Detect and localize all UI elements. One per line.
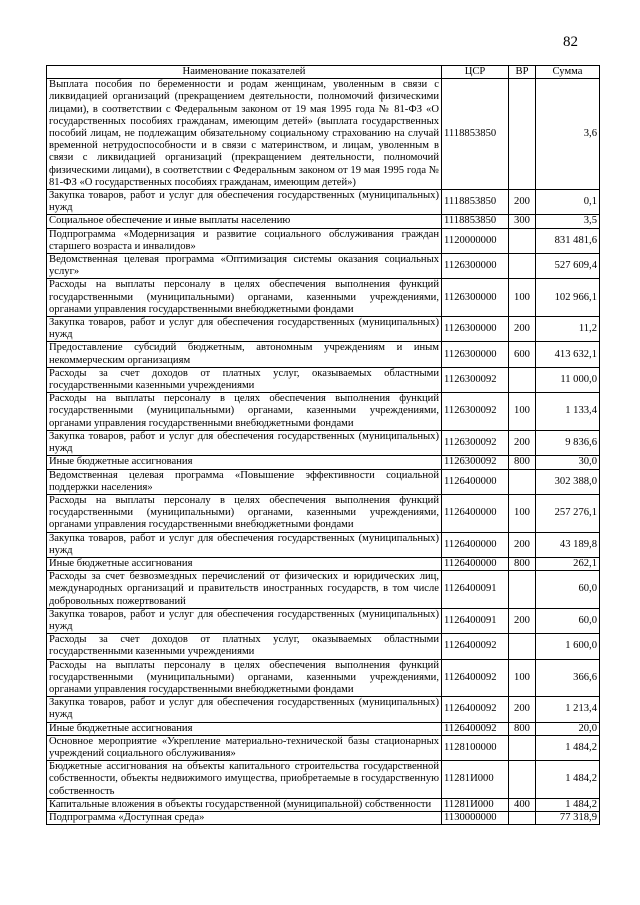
table-row — [47, 798, 600, 811]
cell-csr: 11281И000 — [442, 761, 509, 799]
cell-sum: 527 609,4 — [536, 254, 600, 279]
cell-sum: 30,0 — [536, 456, 600, 469]
table-row — [47, 571, 600, 609]
budget-table — [46, 65, 600, 825]
cell-sum: 0,1 — [536, 190, 600, 215]
cell-sum: 102 966,1 — [536, 279, 600, 317]
table-row — [47, 761, 600, 799]
cell-vr: 100 — [509, 659, 536, 697]
cell-csr: 1126400092 — [442, 634, 509, 659]
cell-csr: 1126300092 — [442, 430, 509, 455]
cell-vr — [509, 254, 536, 279]
cell-name: Закупка товаров, работ и услуг для обеспечения государственных (муниципальных) нужд — [47, 532, 442, 557]
header-name: Наименование показателей — [47, 66, 442, 79]
header-sum: Сумма — [536, 66, 600, 79]
table-row — [47, 430, 600, 455]
table-row — [47, 557, 600, 570]
cell-csr: 1126400000 — [442, 557, 509, 570]
table-row — [47, 190, 600, 215]
cell-vr — [509, 367, 536, 392]
cell-name: Закупка товаров, работ и услуг для обеспечения государственных (муниципальных) нужд — [47, 608, 442, 633]
cell-sum: 262,1 — [536, 557, 600, 570]
cell-name: Расходы на выплаты персоналу в целях обеспечения выполнения функций государственными (муниципальными) органами, казенными учреждениями, органами управления государственными внебюджетными фондами — [47, 494, 442, 532]
cell-sum: 1 484,2 — [536, 798, 600, 811]
cell-sum: 77 318,9 — [536, 811, 600, 824]
cell-sum: 1 213,4 — [536, 697, 600, 722]
cell-csr: 1126300092 — [442, 456, 509, 469]
cell-vr: 800 — [509, 456, 536, 469]
cell-vr — [509, 228, 536, 253]
cell-name: Ведомственная целевая программа «Оптимизация системы оказания социальных услуг» — [47, 254, 442, 279]
cell-name: Закупка товаров, работ и услуг для обеспечения государственных (муниципальных) нужд — [47, 430, 442, 455]
cell-vr — [509, 761, 536, 799]
table-row — [47, 811, 600, 824]
table-row — [47, 469, 600, 494]
table-row — [47, 722, 600, 735]
cell-vr: 200 — [509, 190, 536, 215]
table-row — [47, 494, 600, 532]
cell-sum: 3,6 — [536, 79, 600, 190]
cell-sum: 60,0 — [536, 608, 600, 633]
cell-vr: 200 — [509, 608, 536, 633]
table-row — [47, 697, 600, 722]
cell-vr: 100 — [509, 279, 536, 317]
cell-csr: 1126400092 — [442, 722, 509, 735]
cell-sum: 1 484,2 — [536, 735, 600, 760]
cell-sum: 257 276,1 — [536, 494, 600, 532]
header-csr: ЦСР — [442, 66, 509, 79]
cell-vr: 200 — [509, 430, 536, 455]
cell-name: Иные бюджетные ассигнования — [47, 722, 442, 735]
page-number: 82 — [563, 34, 578, 50]
cell-sum: 366,6 — [536, 659, 600, 697]
cell-name: Предоставление субсидий бюджетным, автономным учреждениям и иным некоммерческим организациям — [47, 342, 442, 367]
table-row — [47, 254, 600, 279]
table-row — [47, 367, 600, 392]
cell-name: Расходы за счет доходов от платных услуг, оказываемых областными государственными казенными учреждениями — [47, 634, 442, 659]
cell-name: Расходы на выплаты персоналу в целях обеспечения выполнения функций государственными (муниципальными) органами, казенными учреждениями, органами управления государственными внебюджетными фондами — [47, 279, 442, 317]
table-row — [47, 456, 600, 469]
cell-vr — [509, 634, 536, 659]
cell-csr: 1128100000 — [442, 735, 509, 760]
cell-name: Расходы на выплаты персоналу в целях обеспечения выполнения функций государственными (муниципальными) органами, казенными учреждениями, органами управления государственными внебюджетными фондами — [47, 659, 442, 697]
cell-name: Бюджетные ассигнования на объекты капитального строительства государственной собственности, объекты недвижимого имущества, приобретаемые в государственную собственность — [47, 761, 442, 799]
cell-vr: 800 — [509, 722, 536, 735]
cell-name: Закупка товаров, работ и услуг для обеспечения государственных (муниципальных) нужд — [47, 190, 442, 215]
cell-sum: 9 836,6 — [536, 430, 600, 455]
cell-csr: 1118853850 — [442, 79, 509, 190]
cell-name: Закупка товаров, работ и услуг для обеспечения государственных (муниципальных) нужд — [47, 317, 442, 342]
cell-csr: 1126400091 — [442, 571, 509, 609]
cell-vr: 200 — [509, 697, 536, 722]
cell-name: Выплата пособия по беременности и родам женщинам, уволенным в связи с ликвидацией организаций (прекращением деятельности, полномочий физическими лицами), в соответствии с Федеральным законом от 19 мая 1995 года № 81-ФЗ «О государственных пособиях гражданам, имеющим детей» (выплата государственных пособий лицам, не подлежащим обязательному социальному страхованию на случай временной нетрудоспособности и в связи с материнством, и лицам, уволенным в связи с ликвидацией организаций (прекращением деятельности, полномочий физическими лицами), в соответствии с Федеральным законом от 19 мая 1995 года № 81-ФЗ «О государственных пособиях гражданам, имеющим детей») — [47, 79, 442, 190]
cell-sum: 3,5 — [536, 215, 600, 228]
cell-name: Расходы за счет доходов от платных услуг, оказываемых областными государственными казенными учреждениями — [47, 367, 442, 392]
table-row — [47, 735, 600, 760]
cell-name: Ведомственная целевая программа «Повышение эффективности социальной поддержки населения» — [47, 469, 442, 494]
cell-sum: 11 000,0 — [536, 367, 600, 392]
cell-name: Расходы за счет безвозмездных перечислений от физических и юридических лиц, международных организаций и правительств иностранных государств, в том числе добровольных пожертвований — [47, 571, 442, 609]
cell-vr: 100 — [509, 494, 536, 532]
cell-vr: 100 — [509, 393, 536, 431]
cell-csr: 1126400091 — [442, 608, 509, 633]
table-header-row — [47, 66, 600, 79]
cell-csr: 1126300092 — [442, 367, 509, 392]
cell-name: Закупка товаров, работ и услуг для обеспечения государственных (муниципальных) нужд — [47, 697, 442, 722]
table-row — [47, 317, 600, 342]
table-row — [47, 79, 600, 190]
table-row — [47, 279, 600, 317]
cell-csr: 1126300000 — [442, 254, 509, 279]
cell-vr: 800 — [509, 557, 536, 570]
cell-csr: 1120000000 — [442, 228, 509, 253]
table-row — [47, 532, 600, 557]
cell-vr — [509, 571, 536, 609]
table-row — [47, 634, 600, 659]
cell-sum: 1 484,2 — [536, 761, 600, 799]
cell-vr: 300 — [509, 215, 536, 228]
cell-sum: 11,2 — [536, 317, 600, 342]
cell-csr: 1126400000 — [442, 494, 509, 532]
table-row — [47, 608, 600, 633]
cell-name: Основное мероприятие «Укрепление материально-технической базы стационарных учреждений социального обслуживания» — [47, 735, 442, 760]
table-row — [47, 228, 600, 253]
cell-vr: 200 — [509, 317, 536, 342]
cell-name: Расходы на выплаты персоналу в целях обеспечения выполнения функций государственными (муниципальными) органами, казенными учреждениями, органами управления государственными внебюджетными фондами — [47, 393, 442, 431]
cell-name: Социальное обеспечение и иные выплаты населению — [47, 215, 442, 228]
cell-sum: 413 632,1 — [536, 342, 600, 367]
cell-vr: 200 — [509, 532, 536, 557]
cell-sum: 43 189,8 — [536, 532, 600, 557]
cell-sum: 20,0 — [536, 722, 600, 735]
cell-csr: 1126300000 — [442, 317, 509, 342]
cell-vr — [509, 79, 536, 190]
table-row — [47, 659, 600, 697]
cell-name: Подпрограмма «Доступная среда» — [47, 811, 442, 824]
cell-name: Иные бюджетные ассигнования — [47, 557, 442, 570]
cell-sum: 302 388,0 — [536, 469, 600, 494]
cell-sum: 60,0 — [536, 571, 600, 609]
header-vr: ВР — [509, 66, 536, 79]
cell-csr: 1126400092 — [442, 659, 509, 697]
cell-name: Подпрограмма «Модернизация и развитие социального обслуживания граждан старшего возраста и инвалидов» — [47, 228, 442, 253]
cell-sum: 1 133,4 — [536, 393, 600, 431]
cell-csr: 1126300000 — [442, 342, 509, 367]
cell-vr: 600 — [509, 342, 536, 367]
cell-vr: 400 — [509, 798, 536, 811]
cell-sum: 831 481,6 — [536, 228, 600, 253]
table-row — [47, 342, 600, 367]
cell-csr: 1118853850 — [442, 215, 509, 228]
cell-vr — [509, 735, 536, 760]
cell-csr: 1126400000 — [442, 469, 509, 494]
cell-vr — [509, 469, 536, 494]
cell-sum: 1 600,0 — [536, 634, 600, 659]
cell-csr: 1126300000 — [442, 279, 509, 317]
cell-csr: 1130000000 — [442, 811, 509, 824]
table-row — [47, 393, 600, 431]
cell-vr — [509, 811, 536, 824]
cell-csr: 1126400000 — [442, 532, 509, 557]
cell-csr: 11281И000 — [442, 798, 509, 811]
cell-name: Капитальные вложения в объекты государственной (муниципальной) собственности — [47, 798, 442, 811]
cell-csr: 1118853850 — [442, 190, 509, 215]
cell-name: Иные бюджетные ассигнования — [47, 456, 442, 469]
cell-csr: 1126400092 — [442, 697, 509, 722]
table-row — [47, 215, 600, 228]
cell-csr: 1126300092 — [442, 393, 509, 431]
